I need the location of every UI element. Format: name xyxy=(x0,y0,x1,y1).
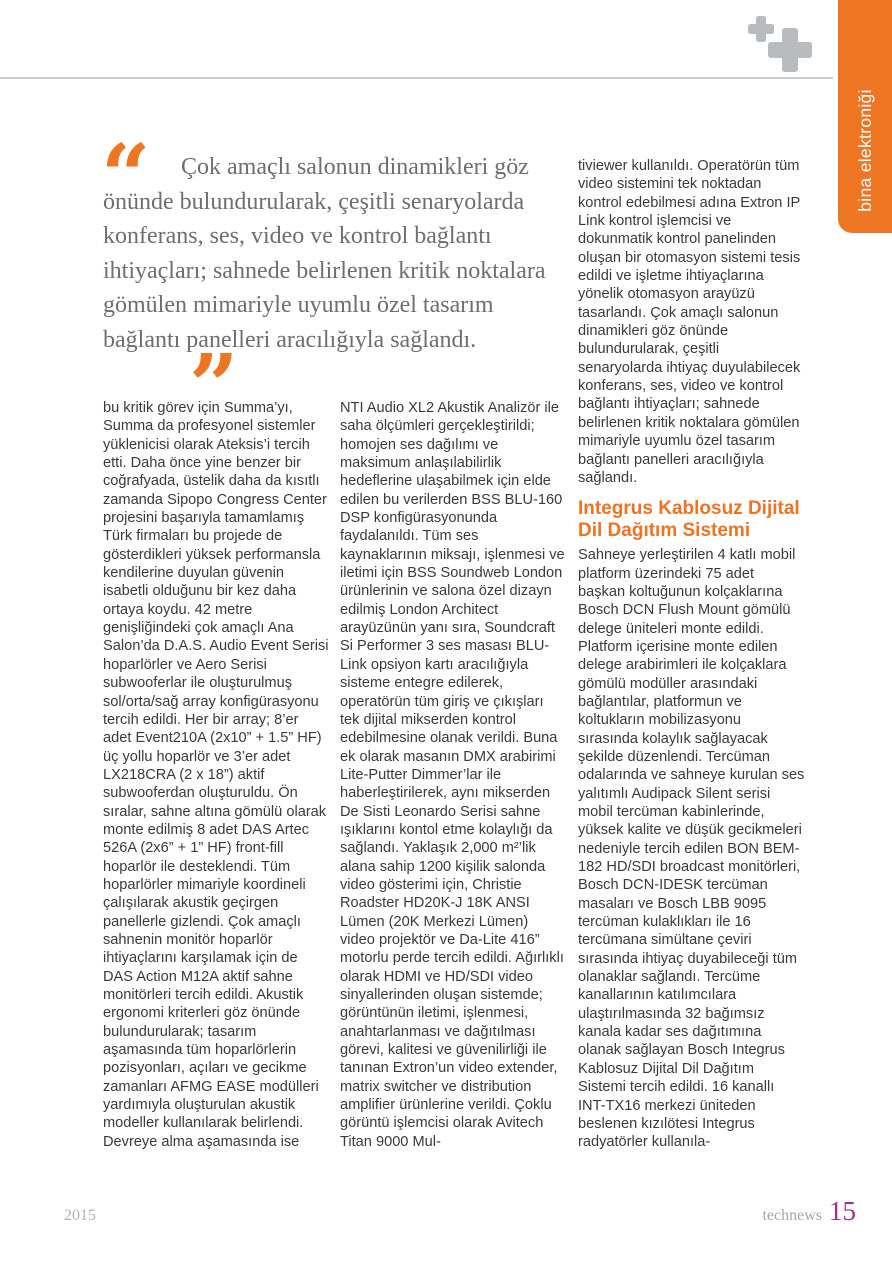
footer-page-number: 15 xyxy=(829,1196,856,1226)
pull-quote-text-content: Çok amaçlı salonun dinamikleri göz önünde bulundurularak, çeşitli senaryolarda konferans, ses, video ve kontrol bağlantı ihtiyaçları; sahnede belirlenen kritik noktalara gömülen mimariyle uyumlu özel tasarım bağlantı panelleri aracılığıyla sağlandı. xyxy=(103,154,546,353)
section-tab xyxy=(838,0,892,233)
footer-right xyxy=(762,1196,856,1227)
article-column-3 xyxy=(578,157,805,1152)
column-2-paragraph: NTI Audio XL2 Akustik Analizör ile saha ölçümleri gerçekleştirildi; homojen ses dağılımı ve maksimum anlaşılabilirlik hedeflerine ulaşabilmek için elde edilen bu verilerden BSS BLU-160 DSP konfigürasyonunda faydalanıldı. Tüm ses kaynaklarının miksajı, işlenmesi ve iletimi için BSS Soundweb London ürünlerinin ve salona özel dizayn edilmiş London Architect arayüzünün yanı sıra, Soundcraft Si Performer 3 ses masası BLU-Link opsiyon kartı aracılığıyla sisteme entegre edilerek, operatörün tüm giriş ve çıkışları tek dijital mikserden kontrol edebilmesine olanak verildi. Buna ek olarak masanın DMX arabirimi Lite-Putter Dimmer’lar ile haberleştirilerek, aynı mikserden De Sisti Leonardo Serisi sahne ışıklarını kontol etme kolaylığı da sağlandı. Yaklaşık 2,000 m²’lik alana sahip 1200 kişilik salonda video gösterimi için, Christie Roadster HD20K-J 18K ANSI Lümen (20K Merkezi Lümen) video projektör ve Da-Lite 416” motorlu perde tercih edildi. Ağırlıklı olarak HDMI ve HD/SDI video sinyallerinden oluşan sistemde; görüntünün iletimi, işlenmesi, anahtarlanması ve dağıtılması görevi, kalitesi ve güvenilirliği ile tanınan Extron’un video extender, matrix switcher ve distribution amplifier ürünlerine verildi. Çoklu görüntü işlemcisi olarak Avitech Titan 9000 Mul- xyxy=(340,400,565,1150)
column-3-intro-paragraph: tiviewer kullanıldı. Operatörün tüm video sistemini tek noktadan kontrol edebilmesi adına Extron IP Link kontrol işlemcisi ve dokunmatik kontrol panelinden oluşan bir otomasyon sistemi tesis edildi ve işletme ihtiyaçlarına yönelik otomasyon arayüzü tasarlandı. Çok amaçlı salonun dinamikleri göz önünde bulundurularak, çeşitli senaryolarda ihtiyaç duyulabilecek konferans, ses, video ve kontrol bağlantı ihtiyaçları; sahnede belirlenen kritik noktalara gömülen mimariyle uyumlu özel tasarım bağlantı panelleri aracılığıyla sağlandı. xyxy=(578,158,801,486)
column-1-paragraph: bu kritik görev için Summa’yı, Summa da profesyonel sistemler yüklenicisi olarak Ateksis’i tercih etti. Daha önce yine benzer bir coğrafyada, üstelik daha da kısıtlı zamanda Sipopo Congress Center projesini başarıyla tamamlamış Türk firmaları bu projede de gösterdikleri yüksek performansla kendilerine duyulan güvenin isabetli olduğunu bir kez daha ortaya koydu. 42 metre genişliğindeki çok amaçlı Ana Salon’da D.A.S. Audio Event Serisi hoparlörler ve Aero Serisi subwooferlar ile oluşturulmuş sol/orta/sağ array konfigürasyonu tercih edildi. Her bir array; 8’er adet Event210A (2x10” + 1.5” HF) üç yollu hoparlör ve 3’er adet LX218CRA (2 x 18”) aktif subwooferdan oluşturuldu. Ön sıralar, sahne altına gömülü olarak monte edilmiş 8 adet DAS Artec 526A (2x6” + 1” HF) front-fill hoparlör ile desteklendi. Tüm hoparlörler mimariyle koordineli çalışılarak akustik geçirgen panellerle gizlendi. Çok amaçlı sahnenin monitör hoparlör ihtiyaçlarını karşılamak için de DAS Action M12A aktif sahne monitörleri tercih edildi. Akustik ergonomi kriterleri göz önünde bulundurularak; tasarım aşamasında tüm hoparlörlerin pozisyonları, açıları ve gecikme zamanları AFMG EASE modülleri yardımıyla oluşturulan akustik modeller kullanılarak belirlendi. Devreye alma aşamasında ise xyxy=(103,400,329,1150)
column-3-body-paragraph: Sahneye yerleştirilen 4 katlı mobil platform üzerindeki 75 adet başkan koltuğunun kolçaklarına Bosch DCN Flush Mount gömülü delege üniteleri monte edildi. Platform içerisine monte edilen delege arabirimleri ile kolçaklara gömülü modüller arasındaki bağlantılar, platformun ve koltukların mobilizasyonu sırasında kolaylık sağlayacak şekilde düzenlendi. Tercüman odalarında ve sahneye kurulan ses yalıtımlı Audipack Silent serisi mobil tercüman kabinlerinde, yüksek kalite ve düşük gecikmeleri nedeniyle tercih edilen BON BEM-182 HD/SDI broadcast monitörleri, Bosch DCN-IDESK tercüman masaları ve Bosch LBB 9095 tercüman kulaklıkları ile 16 tercümana simültane çeviri sırasında ihtiyaç duyabileceği tüm olanaklar sağlandı. Tercüme kanallarının katılımcılara ulaştırılmasında 32 bağımsız kanala kadar ses dağıtımına olanak sağlayan Bosch Integrus Kablosuz Dijital Dil Dağıtım Sistemi tercih edildi. 16 kanallı INT-TX16 merkezi üniteden beslenen kızılötesi Integrus radyatörler kullanıla- xyxy=(578,547,805,1151)
open-quote-icon: “ xyxy=(101,126,151,227)
section-heading: Integrus Kablosuz Dijital Dil Dağıtım Sistemi xyxy=(578,498,800,541)
article-column-1 xyxy=(103,399,330,1151)
footer-year: 2015 xyxy=(64,1207,96,1224)
pull-quote xyxy=(101,126,569,437)
section-tab-label: bina elektroniği xyxy=(854,89,875,212)
article-column-2 xyxy=(340,399,567,1151)
footer-magazine-name: technews xyxy=(762,1207,822,1224)
header-divider xyxy=(0,77,833,79)
pull-quote-text: Çok amaçlı salonun dinamikleri göz önünde bulundurularak, çeşitli senaryolarda konferans, ses, video ve kontrol bağlantı ihtiyaçları; sahnede belirlenen kritik noktalara gömülen mimariyle uyumlu özel tasarım bağlantı panelleri aracılığıyla sağlandı.” xyxy=(103,154,546,437)
double-plus-logo-icon xyxy=(740,12,840,87)
